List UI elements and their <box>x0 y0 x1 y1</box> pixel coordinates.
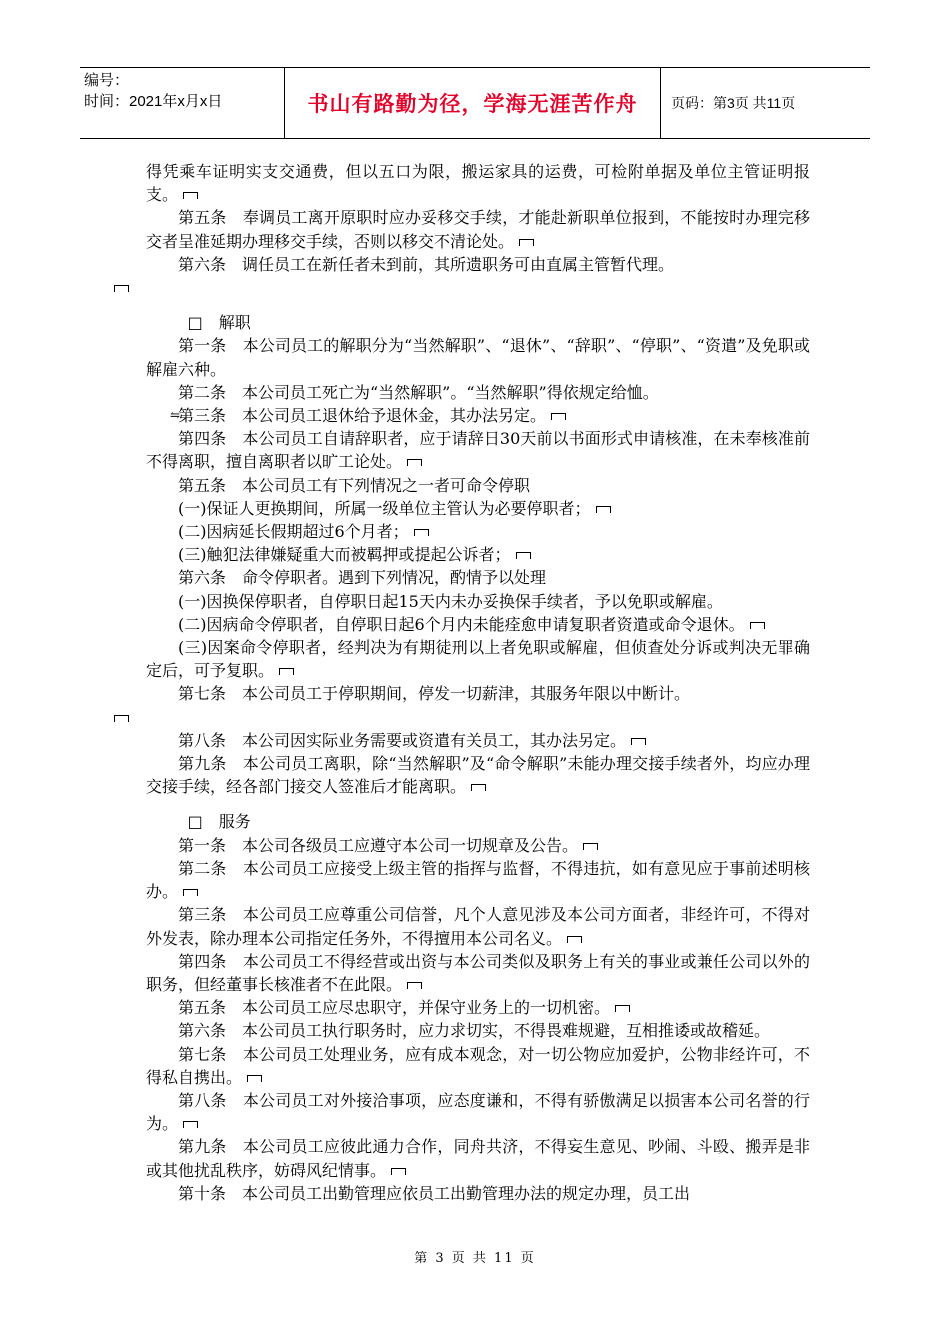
paragraph-return-icon <box>247 1075 262 1082</box>
article: 第二条 本公司员工死亡为“当然解职”。“当然解职”得依规定给恤。 <box>178 382 659 402</box>
paragraph-return-icon <box>407 459 422 466</box>
paragraph-return-icon <box>519 239 534 246</box>
paragraph: 第六条 调任员工在新任者未到前，其所遗职务可由直属主管暂代理。 <box>146 253 810 299</box>
article: (一)保证人更换期间，所属一级单位主管认为必要停职者； <box>146 497 810 520</box>
article: (二)因病命令停职者，自停职日起6个月内未能痊愈申请复职者资遣或命令退休。 <box>146 613 810 636</box>
paragraph-return-icon <box>471 784 486 791</box>
paragraph-return-icon <box>615 1005 630 1012</box>
article: (三)因案命令停职者，经判决为有期徒刑以上者免职或解雇，但侦查处分诉或判决无罪确定后，可予复职。 <box>146 638 810 681</box>
article: 第六条 本公司员工执行职务时，应力求切实，不得畏难规避，互相推诿或故稽延。 <box>178 1021 771 1041</box>
list-marker-icon: ⇋ <box>170 408 181 423</box>
article: 第七条 本公司员工处理业务，应有成本观念，对一切公物应加爱护，公物非经许可，不得私自携出。 <box>146 1044 810 1087</box>
header-meta <box>80 68 285 138</box>
section-title-resign: □ 解职 <box>187 313 251 333</box>
paragraph-return-icon <box>279 668 294 675</box>
article: 第一条 本公司各级员工应遵守本公司一切规章及公告。 <box>146 834 810 857</box>
paragraph-return-icon <box>407 982 422 989</box>
article: 第五条 本公司员工应尽忠职守，并保守业务上的一切机密。 <box>146 996 810 1019</box>
paragraph: 第五条 奉调员工离开原职时应办妥移交手续，才能赴新职单位报到，不能按时办理完移交者呈准延期办理移交手续，否则以移交不清论处。 <box>146 208 810 251</box>
article: ⇋ 第三条 本公司员工退休给予退休金，其办法另定。 <box>146 404 810 427</box>
article: 第五条 本公司员工有下列情况之一者可命令停职 <box>178 475 531 495</box>
paragraph-return-icon <box>114 285 129 292</box>
article: (二)因病延长假期超过6个月者； <box>146 520 810 543</box>
article: 第九条 本公司员工应彼此通力合作，同舟共济，不得妄生意见、吵闹、斗殴、搬弄是非或其他扰乱秩序，妨碍风纪情事。 <box>146 1137 810 1180</box>
page-header <box>80 67 870 139</box>
paragraph-return-icon <box>596 506 611 513</box>
paragraph-return-icon <box>183 1121 198 1128</box>
paragraph-return-icon <box>631 738 646 745</box>
article: 第六条 命令停职者。遇到下列情况，酌情予以处理 <box>178 568 547 588</box>
paragraph-return-icon <box>414 529 429 536</box>
paragraph-return-icon <box>551 413 566 420</box>
paragraph-return-icon <box>583 843 598 850</box>
article: 第四条 本公司员工自请辞职者，应于请辞日30天前以书面形式申请核准，在未奉核准前不得离职，擅自离职者以旷工论处。 <box>146 429 810 472</box>
document-number-label: 编号： <box>84 72 130 89</box>
article: (三)触犯法律嫌疑重大而被羁押或提起公诉者； <box>146 543 810 566</box>
article: 第一条 本公司员工的解职分为“当然解职”、“退休”、“辞职”、“停职”、“资遣”及免职或解雇六种。 <box>146 336 810 379</box>
article: 第二条 本公司员工应接受上级主管的指挥与监督，不得违抗，如有意见应于事前述明核办。 <box>146 858 810 902</box>
article: 第八条 本公司因实际业务需要或资遣有关员工，其办法另定。 <box>146 729 810 752</box>
paragraph-return-icon <box>183 889 198 896</box>
paragraph-return-icon <box>516 552 531 559</box>
article: (一)因换保停职者，自停职日起15天内未办妥换保手续者，予以免职或解雇。 <box>178 591 723 611</box>
header-motto: 书山有路勤为径，学海无涯苦作舟 <box>285 68 661 138</box>
article: 第七条 本公司员工于停职期间，停发一切薪津，其服务年限以中断计。 <box>146 682 810 728</box>
paragraph-return-icon <box>750 622 765 629</box>
document-date-label: 时间：2021年x月x日 <box>84 93 223 110</box>
document-body <box>146 160 810 1205</box>
article: 第三条 本公司员工应尊重公司信誉，凡个人意见涉及本公司方面者，非经许可，不得对外发表，除办理本公司指定任务外，不得擅用本公司名义。 <box>146 905 810 948</box>
paragraph-return-icon <box>183 192 198 199</box>
article: 第四条 本公司员工不得经营或出资与本公司类似及职务上有关的事业或兼任公司以外的职务，但经董事长核准者不在此限。 <box>146 951 810 994</box>
article: 第八条 本公司员工对外接洽事项，应态度谦和，不得有骄傲满足以损害本公司名誉的行为。 <box>146 1090 810 1134</box>
paragraph-return-icon <box>567 936 582 943</box>
section-title-service: □ 服务 <box>187 812 251 832</box>
paragraph: 得凭乘车证明实支交通费，但以五口为限，搬运家具的运费，可检附单据及单位主管证明报支。 <box>146 162 810 205</box>
paragraph-return-icon <box>114 715 129 722</box>
article: 第十条 本公司员工出勤管理应依员工出勤管理办法的规定办理，员工出 <box>178 1183 691 1203</box>
paragraph-return-icon <box>391 1168 406 1175</box>
article: 第九条 本公司员工离职，除“当然解职”及“命令解职”未能办理交接手续者外，均应办理交接手续，经各部门接交人签准后才能离职。 <box>146 754 810 797</box>
header-page-info: 页码：第3页 共11页 <box>671 95 796 111</box>
page-footer: 第 3 页 共 11 页 <box>414 1251 536 1266</box>
